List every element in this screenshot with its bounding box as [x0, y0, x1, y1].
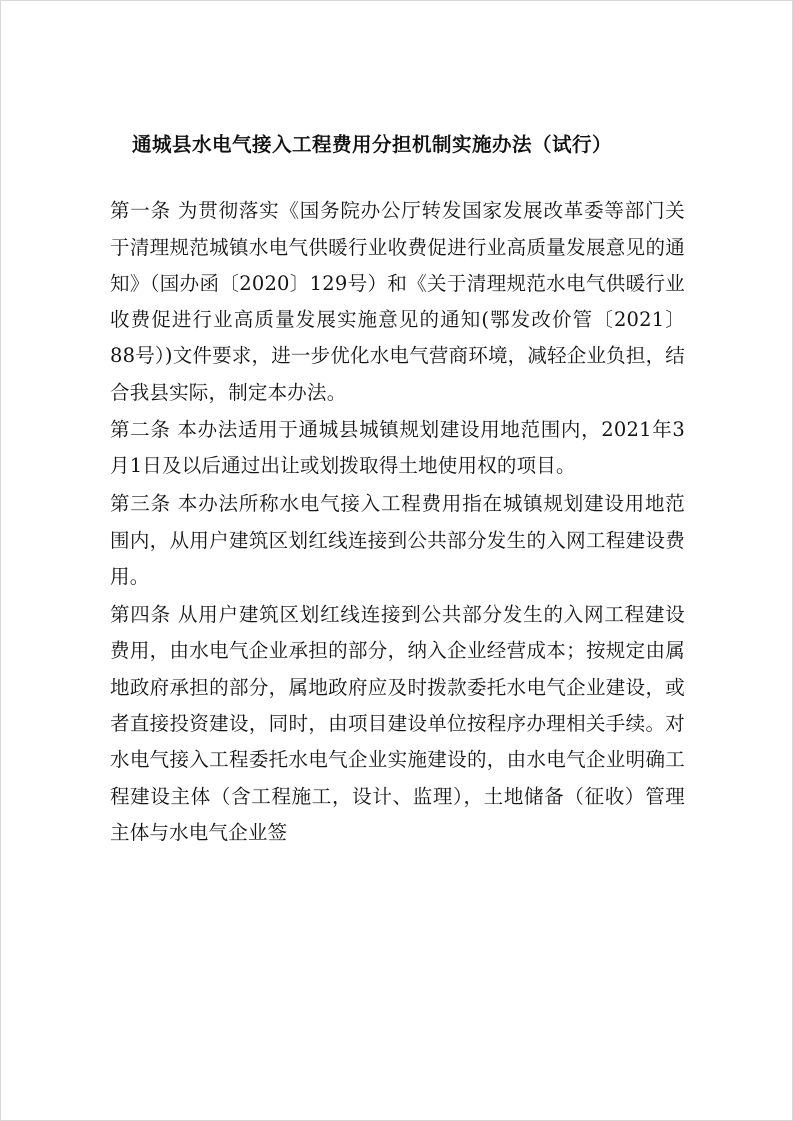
- paragraph-article-3: 第三条 本办法所称水电气接入工程费用指在城镇规划建设用地范围内，从用户建筑区划红线连接到公共部分发生的入网工程建设费用。: [110, 492, 685, 588]
- paragraph-article-2: 第二条 本办法适用于通城县城镇规划建设用地范围内，2021年3月1日及以后通过出让或划拨取得土地使用权的项目。: [110, 417, 685, 478]
- page-title: 通城县水电气接入工程费用分担机制实施办法（试行）: [132, 133, 613, 156]
- document-body: [110, 130, 685, 853]
- paragraph-article-1: 第一条 为贯彻落实《国务院办公厅转发国家发展改革委等部门关于清理规范城镇水电气供暖行业收费促进行业高质量发展意见的通知》（国办函〔2020〕129号）和《关于清理规范水电气供暖行业收费促进行业高质量发展实施意见的通知(鄂发改价管〔2021〕88号）)文件要求，进一步优化水电气营商环境，减轻企业负担，结合我县实际，制定本办法。: [110, 199, 685, 404]
- paragraph-article-4: 第四条 从用户建筑区划红线连接到公共部分发生的入网工程建设费用，由水电气企业承担的部分，纳入企业经营成本；按规定由属地政府承担的部分，属地政府应及时拨款委托水电气企业建设，或者直接投资建设，同时，由项目建设单位按程序办理相关手续。对水电气接入工程委托水电气企业实施建设的，由水电气企业明确工程建设主体（含工程施工，设计、监理），土地储备（征收）管理主体与水电气企业签: [110, 603, 685, 844]
